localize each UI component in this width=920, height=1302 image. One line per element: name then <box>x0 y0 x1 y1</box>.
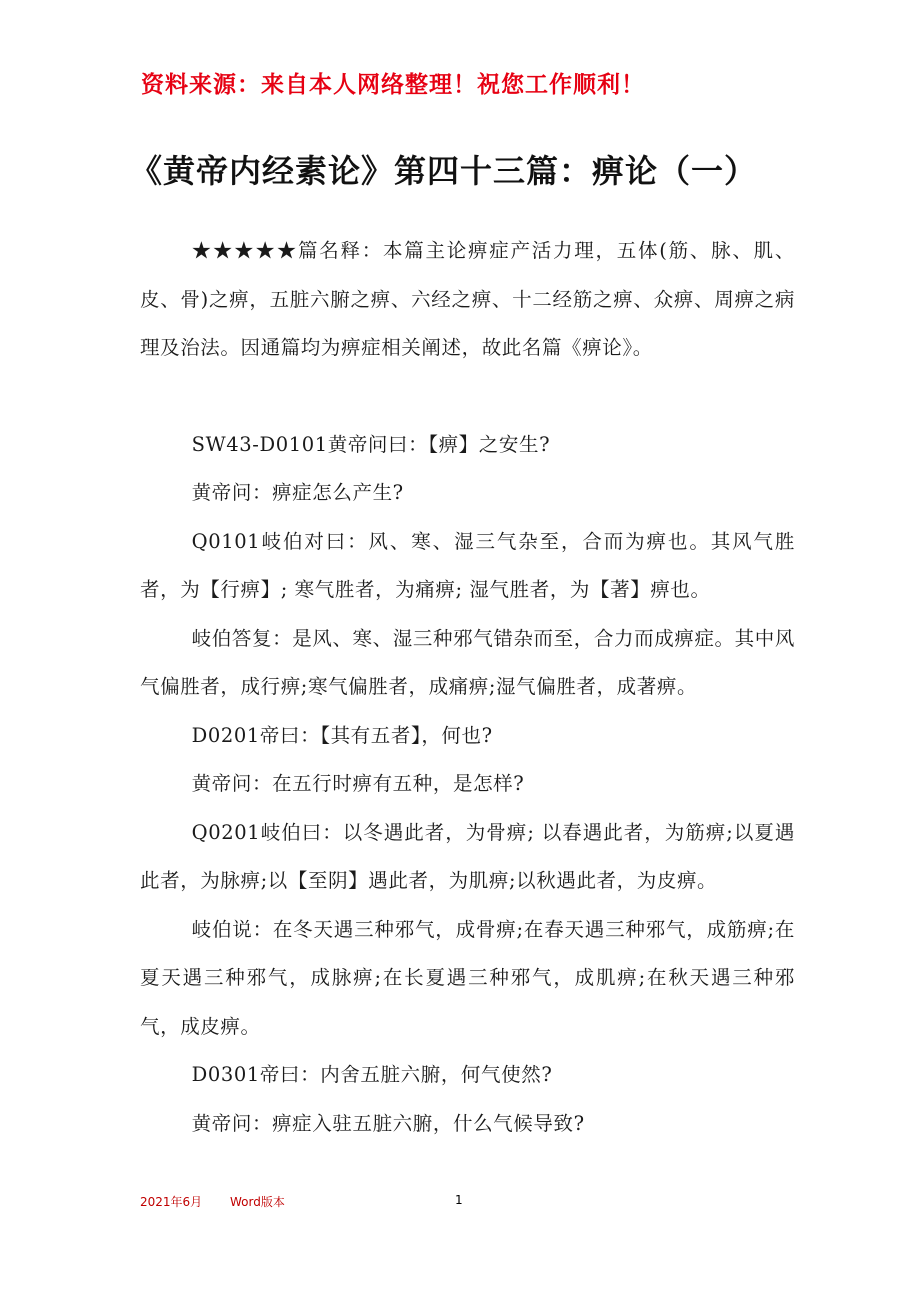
paragraph: 岐伯答复：是风、寒、湿三种邪气错杂而至，合力而成痹症。其中风气偏胜者，成行痹;寒气偏胜者，成痛痹;湿气偏胜者，成著痹。 <box>140 626 795 698</box>
footer-date: 2021年6月 <box>140 1195 203 1209</box>
document-title: 《黄帝内经素论》第四十三篇：痹论（一） <box>130 152 758 190</box>
paragraph: SW43-D0101黄帝问曰：【痹】之安生? <box>191 432 551 456</box>
paragraph-chapter-intro: ★★★★★篇名释：本篇主论痹症产活力理，五体(筋、脉、肌、皮、骨)之痹，五脏六腑之痹、六经之痹、十二经筋之痹、众痹、周痹之病理及治法。因通篇均为痹症相关阐述，故此名篇《痹论》。 <box>140 239 795 359</box>
paragraph: Q0101岐伯对曰：风、寒、湿三气杂至，合而为痹也。其风气胜者，为【行痹】; 寒气胜者，为痛痹; 湿气胜者，为【著】痹也。 <box>140 529 795 601</box>
paragraph: 黄帝问：在五行时痹有五种，是怎样? <box>191 772 525 795</box>
paragraph: 岐伯说：在冬天遇三种邪气，成骨痹;在春天遇三种邪气，成筋痹;在夏天遇三种邪气，成脉痹;在长夏遇三种邪气，成肌痹;在秋天遇三种邪气，成皮痹。 <box>140 917 795 1038</box>
source-banner: 资料来源：来自本人网络整理！祝您工作顺利！ <box>141 72 645 98</box>
paragraph: 黄帝问：痹症怎么产生? <box>191 481 404 504</box>
page-number: 1 <box>455 1193 463 1207</box>
paragraph: Q0201岐伯曰：以冬遇此者，为骨痹; 以春遇此者，为筋痹;以夏遇此者，为脉痹;以【至阴】遇此者，为肌痹;以秋遇此者，为皮痹。 <box>140 820 795 892</box>
document-body <box>140 227 795 1148</box>
page-footer <box>140 1193 285 1210</box>
paragraph: D0201帝曰：【其有五者】，何也? <box>191 723 493 747</box>
paragraph: 黄帝问：痹症入驻五脏六腑，什么气候导致? <box>191 1111 585 1135</box>
paragraph: D0301帝曰：内舍五脏六腑，何气使然? <box>191 1063 553 1086</box>
footer-version: Word版本 <box>230 1195 285 1209</box>
